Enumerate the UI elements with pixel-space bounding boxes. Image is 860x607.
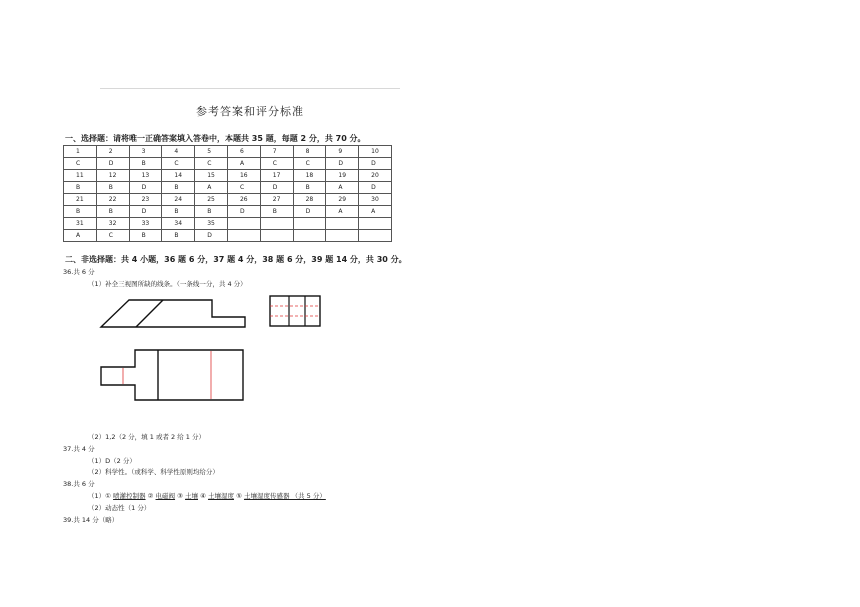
section-2-heading: 二、非选择题：共 4 小题，36 题 6 分，37 题 4 分，38 题 6 分，39 题 14 分，共 30 分。 (65, 255, 407, 264)
q37-part1: （1）D（2 分） (88, 457, 136, 465)
table-cell: 24 (162, 194, 195, 206)
table-cell: 14 (162, 170, 195, 182)
table-cell: 31 (64, 218, 97, 230)
table-cell: C (64, 158, 97, 170)
table-cell: 3 (129, 146, 162, 158)
table-cell: 15 (195, 170, 228, 182)
table-cell: B (162, 182, 195, 194)
table-cell: 5 (195, 146, 228, 158)
q38-label: 38.共 6 分 (63, 480, 95, 488)
table-cell: 4 (162, 146, 195, 158)
table-cell: 7 (260, 146, 293, 158)
table-cell: B (195, 206, 228, 218)
table-cell: B (162, 230, 195, 242)
side-view (270, 296, 320, 326)
q38-prefix: （1）① (88, 492, 111, 500)
q38-marker-4: ④ (200, 492, 206, 500)
table-cell: 33 (129, 218, 162, 230)
q38-answer-3: 土壤 (185, 492, 199, 500)
table-cell: 28 (293, 194, 326, 206)
table-cell: C (195, 158, 228, 170)
table-cell: B (96, 182, 129, 194)
table-cell: D (96, 158, 129, 170)
table-cell: 26 (227, 194, 260, 206)
table-cell: 22 (96, 194, 129, 206)
table-cell: B (96, 206, 129, 218)
table-cell: A (227, 158, 260, 170)
table-cell: D (326, 158, 359, 170)
q36-part1: （1）补全三视图所缺的线条。（一条线一分，共 4 分） (88, 280, 247, 288)
table-cell: 12 (96, 170, 129, 182)
table-cell: A (326, 182, 359, 194)
q38-marker-3: ③ (177, 492, 183, 500)
table-cell: B (129, 230, 162, 242)
table-cell: 21 (64, 194, 97, 206)
table-cell: C (227, 182, 260, 194)
q39-label: 39.共 14 分（略） (63, 516, 119, 524)
q37-part2: （2）科学性。（或科学、科学性原则均给分） (88, 468, 219, 476)
table-cell: D (359, 158, 392, 170)
table-cell: 32 (96, 218, 129, 230)
table-cell: D (260, 182, 293, 194)
front-view (101, 300, 245, 327)
table-cell: D (227, 206, 260, 218)
q38-answer-1: 喷灌控制器 (113, 492, 146, 500)
table-cell: C (162, 158, 195, 170)
table-cell: B (260, 206, 293, 218)
table-cell: C (260, 158, 293, 170)
table-cell: 18 (293, 170, 326, 182)
table-cell: B (129, 158, 162, 170)
table-cell: D (293, 206, 326, 218)
table-cell: 23 (129, 194, 162, 206)
q38-part2: （2）动态性（1 分） (88, 504, 151, 512)
table-cell: C (293, 158, 326, 170)
q36-label: 36.共 6 分 (63, 268, 95, 276)
table-cell: 29 (326, 194, 359, 206)
q38-answer-5: 土壤湿度传感器 （共 5 分） (243, 492, 326, 500)
table-cell: 27 (260, 194, 293, 206)
table-cell: 19 (326, 170, 359, 182)
table-cell: C (96, 230, 129, 242)
table-cell: A (359, 206, 392, 218)
q38-marker-5: ⑤ (236, 492, 242, 500)
page-title: 参考答案和评分标准 (196, 105, 304, 118)
q38-answer-4: 土壤湿度 (208, 492, 234, 500)
table-cell: 9 (326, 146, 359, 158)
q38-answer-2: 电磁阀 (155, 492, 176, 500)
table-cell: B (162, 206, 195, 218)
table-cell: 17 (260, 170, 293, 182)
table-cell: D (129, 182, 162, 194)
table-cell: 20 (359, 170, 392, 182)
table-cell: A (195, 182, 228, 194)
table-cell: 10 (359, 146, 392, 158)
table-cell: 35 (195, 218, 228, 230)
q37-label: 37.共 4 分 (63, 445, 95, 453)
table-cell: 8 (293, 146, 326, 158)
top-view (101, 350, 243, 400)
table-cell: 11 (64, 170, 97, 182)
table-cell: B (64, 206, 97, 218)
q38-marker-2: ② (147, 492, 154, 500)
table-cell: 16 (227, 170, 260, 182)
table-cell: B (293, 182, 326, 194)
table-cell: A (326, 206, 359, 218)
table-cell: D (129, 206, 162, 218)
table-cell: 6 (227, 146, 260, 158)
table-cell: D (359, 182, 392, 194)
table-cell: 30 (359, 194, 392, 206)
table-cell: A (64, 230, 97, 242)
table-cell: B (64, 182, 97, 194)
section-1-heading: 一、选择题：请将唯一正确答案填入答卷中，本题共 35 题，每题 2 分，共 70 分。 (65, 134, 366, 143)
table-cell: 13 (129, 170, 162, 182)
q38-part1 (88, 491, 326, 500)
table-cell: D (195, 230, 228, 242)
table-cell: 1 (64, 146, 97, 158)
table-cell: 25 (195, 194, 228, 206)
q36-part2: （2）1,2（2 分，填 1 或者 2 给 1 分） (88, 433, 205, 441)
table-cell: 2 (96, 146, 129, 158)
table-cell: 34 (162, 218, 195, 230)
